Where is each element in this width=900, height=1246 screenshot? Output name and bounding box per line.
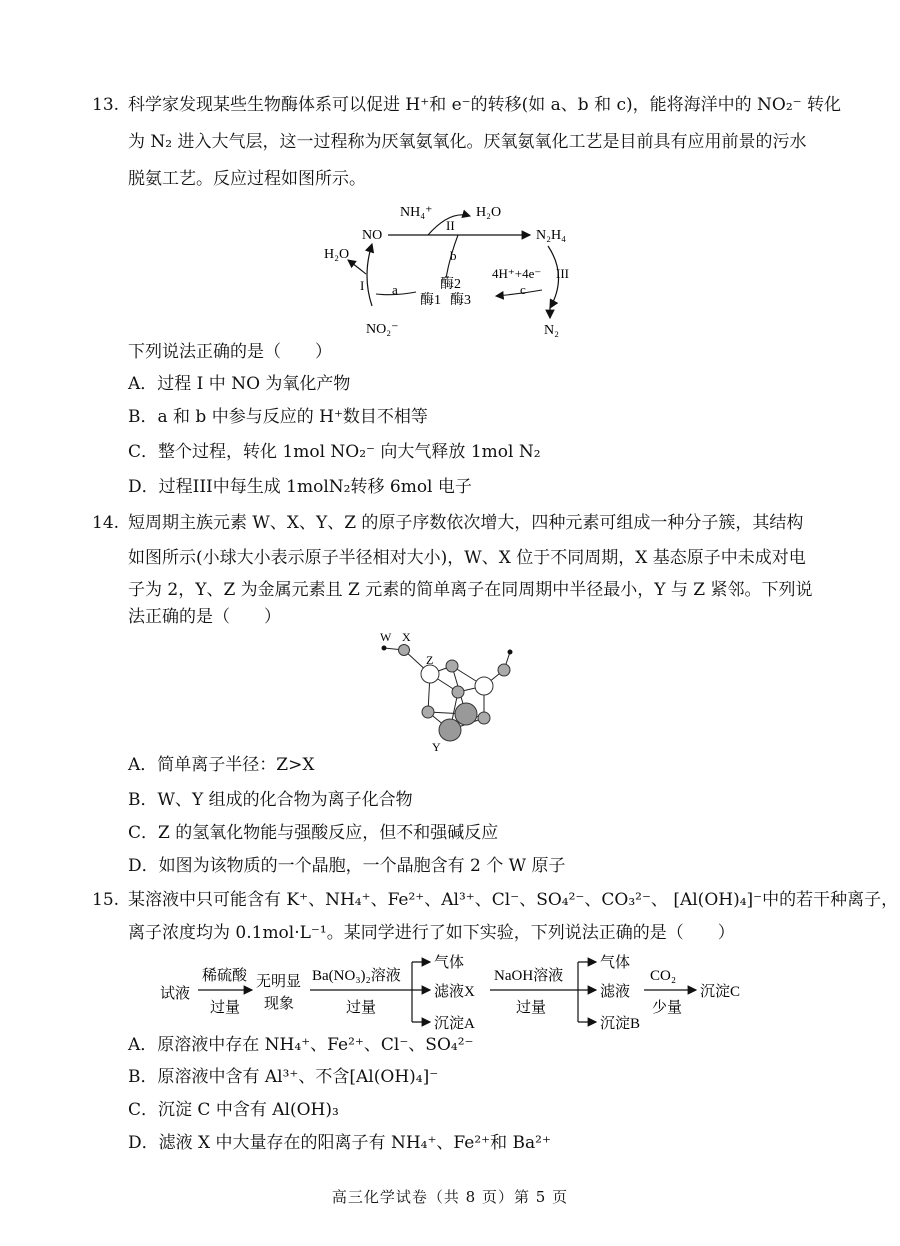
w-atom-left [382, 646, 387, 651]
b-label: b [450, 248, 457, 263]
flow-gas1: 气体 [434, 955, 465, 971]
q13-option-a: A．过程 I 中 NO 为氧化产物 [128, 374, 351, 394]
w-label: W [380, 630, 392, 644]
x-atom-1 [399, 645, 410, 656]
q14-option-d: D．如图为该物质的一个晶胞，一个晶胞含有 2 个 W 原子 [128, 856, 566, 876]
x-atom-4 [452, 686, 464, 698]
no-label: NO [362, 228, 383, 243]
q14-text-line4: 法正确的是（ ） [128, 607, 281, 627]
flow-reagent4: CO₂ [650, 968, 677, 984]
q15-text-line1: 某溶液中只可能含有 K⁺、NH₄⁺、Fe²⁺、Al³⁺、Cl⁻、SO₄²⁻、CO₃²⁻、 [Al(OH)₄]⁻中的若干种离子， [128, 890, 899, 910]
q15-option-a: A．原溶液中存在 NH₄⁺、Fe²⁺、Cl⁻、SO₄²⁻ [128, 1035, 474, 1055]
y-atom-2 [439, 719, 461, 741]
x-atom-2 [498, 664, 510, 676]
no2-label: NO₂⁻ [366, 322, 399, 337]
flow-precip-b: 沉淀B [600, 1016, 641, 1032]
x-atom-5 [422, 706, 434, 718]
h2o-out-arrow [348, 260, 366, 274]
z-atom-2 [475, 677, 493, 695]
q14-text-line2: 如图所示(小球大小表示原子半径相对大小)，W、X 位于不同周期，X 基态原子中未成对电 [128, 548, 806, 568]
q14-text-line3: 子为 2，Y、Z 为金属元素且 Z 元素的简单离子在同周期中半径最小，Y 与 Z 紧邻。下列说 [128, 580, 813, 600]
c-label: c [520, 282, 526, 297]
enzyme1-label: 酶1 [420, 293, 441, 308]
q15-text-line2: 离子浓度均为 0.1mol·L⁻¹。某同学进行了如下实验，下列说法正确的是（ ） [128, 923, 735, 943]
q14-option-b: B．W、Y 组成的化合物为离子化合物 [128, 790, 413, 810]
flow-cond3: 过量 [516, 1000, 547, 1016]
q13-option-c: C．整个过程，转化 1mol NO₂⁻ 向大气释放 1mol N₂ [128, 442, 541, 462]
q13-prompt: 下列说法正确的是（ ） [128, 342, 332, 362]
q13-text-line2: 为 N₂ 进入大气层，这一过程称为厌氧氨氧化。厌氧氨氧化工艺是目前具有应用前景的污水 [128, 132, 807, 152]
n2h4-label: N₂H₄ [536, 228, 566, 243]
roman-1-label: I [360, 278, 365, 293]
q13-option-b: B．a 和 b 中参与反应的 H⁺数目不相等 [128, 407, 428, 427]
flow-precip-a: 沉淀A [434, 1016, 475, 1032]
y-label: Y [432, 740, 441, 754]
w-atom-right [508, 650, 513, 655]
flow-reagent2: Ba(NO₃)₂溶液 [312, 968, 401, 984]
flow-precip-c: 沉淀C [700, 984, 741, 1000]
flow-start: 试液 [160, 986, 191, 1002]
q13-number: 13. [92, 95, 120, 115]
h-e-label: 4H⁺+4e⁻ [492, 266, 542, 281]
y-atom-1 [455, 703, 477, 725]
c-curve [496, 290, 542, 296]
flow-result1-b: 现象 [264, 996, 295, 1012]
q15-flow-diagram [150, 950, 770, 1036]
q15-number: 15. [92, 890, 120, 910]
flow-cond1: 过量 [210, 1000, 241, 1016]
h2o-left-label: H₂O [324, 247, 350, 262]
flow-gas2: 气体 [600, 955, 631, 971]
flow-cond4: 少量 [652, 1000, 683, 1016]
x-atom-3 [446, 660, 458, 672]
q14-option-c: C．Z 的氢氧化物能与强酸反应，但不和强碱反应 [128, 823, 499, 843]
q14-number: 14. [92, 513, 120, 533]
q15-option-b: B．原溶液中含有 Al³⁺、不含[Al(OH)₄]⁻ [128, 1067, 439, 1087]
q13-option-d: D．过程III中每生成 1molN₂转移 6mol 电子 [128, 477, 472, 497]
enzyme2-label: 酶2 [440, 277, 461, 292]
z-label: Z [426, 653, 434, 667]
q13-text-line1: 科学家发现某些生物酶体系可以促进 H⁺和 e⁻的转移(如 a、b 和 c)，能将海洋中的 NO₂⁻ 转化 [128, 95, 842, 115]
q14-molecule-diagram [372, 628, 532, 754]
a-label: a [392, 282, 398, 297]
flow-cond2: 过量 [346, 1000, 377, 1016]
q15-option-d: D．滤液 X 中大量存在的阳离子有 NH₄⁺、Fe²⁺和 Ba²⁺ [128, 1133, 551, 1153]
flow-filtrate: 滤液 [600, 984, 631, 1000]
q14-option-a: A．简单离子半径：Z>X [128, 755, 315, 775]
flow-result1-a: 无明显 [256, 974, 302, 990]
enzyme3-label: 酶3 [450, 293, 471, 308]
page-footer: 高三化学试卷（共 8 页）第 5 页 [331, 1188, 569, 1206]
x-atom-6 [478, 712, 490, 724]
process1-arrow [367, 244, 372, 306]
q15-option-c: C．沉淀 C 中含有 Al(OH)₃ [128, 1100, 339, 1120]
x-label: X [402, 630, 411, 644]
q14-text-line1: 短周期主族元素 W、X、Y、Z 的原子序数依次增大，四种元素可组成一种分子簇，其结构 [128, 513, 804, 533]
q13-text-line3: 脱氨工艺。反应过程如图所示。 [128, 169, 366, 189]
nh4-label: NH₄⁺ [400, 205, 433, 220]
q13-reaction-diagram [300, 196, 600, 338]
h2o-top-label: H₂O [476, 205, 502, 220]
roman-3-label: III [556, 266, 569, 281]
roman-2-label: II [446, 218, 455, 233]
z-atom-1 [421, 665, 439, 683]
flow-filtrate-x: 滤液X [434, 984, 475, 1000]
flow-reagent1: 稀硫酸 [202, 968, 248, 984]
n2-label: N₂ [544, 323, 559, 338]
flow-reagent3: NaOH溶液 [494, 968, 564, 984]
